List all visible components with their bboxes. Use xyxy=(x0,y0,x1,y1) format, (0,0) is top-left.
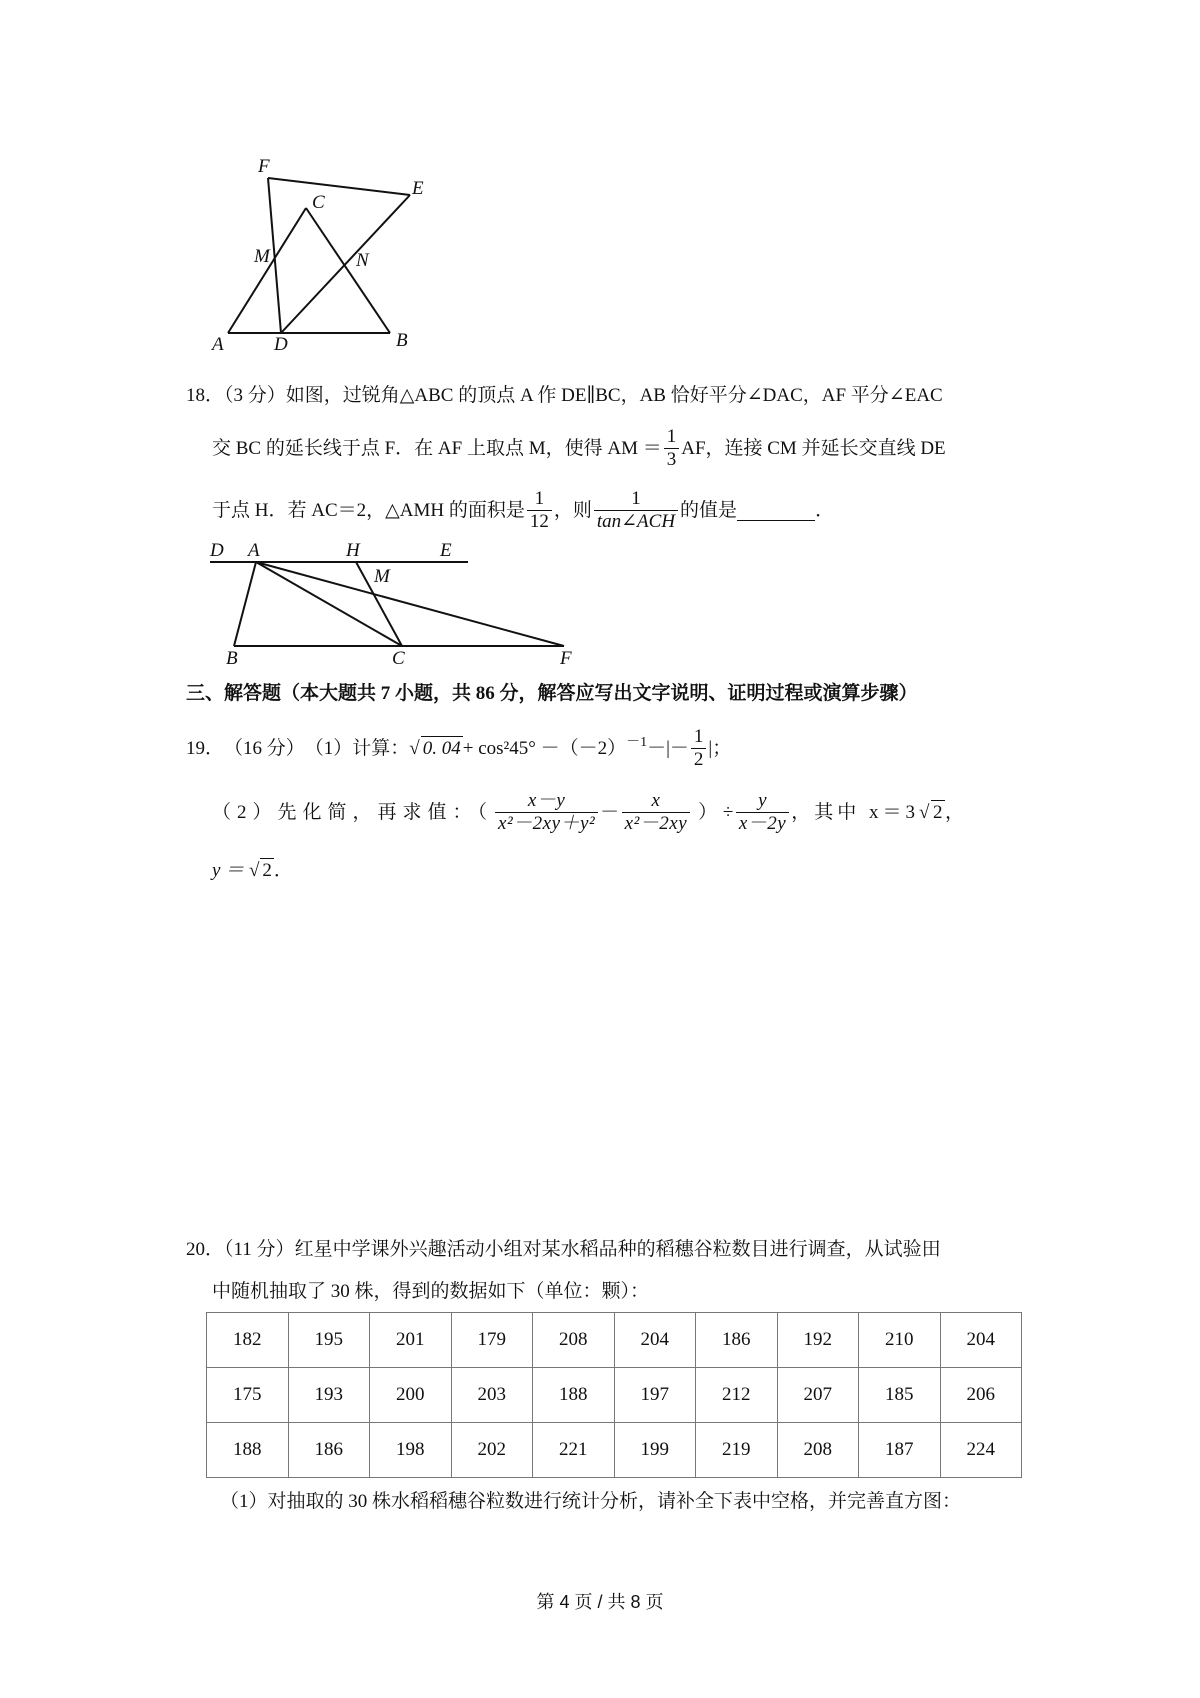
q19-fraction-3-den: x－2y xyxy=(736,812,789,835)
q18-fraction-tan xyxy=(594,488,678,533)
q19-fraction-half xyxy=(691,726,707,771)
q18-line3 xyxy=(212,488,834,533)
label-N: N xyxy=(356,250,369,271)
table-cell: 207 xyxy=(777,1368,859,1423)
q18-fraction-area-den: 12 xyxy=(527,510,552,533)
fig18-label-M: M xyxy=(374,566,390,587)
q19-part1-abs: －|－ xyxy=(647,737,689,759)
label-F: F xyxy=(258,156,270,177)
fig18-label-B: B xyxy=(226,648,238,666)
q20-text-1: 红星中学课外兴趣活动小组对某水稻品种的稻穗谷粒数目进行调查，从试验田 xyxy=(294,1239,941,1260)
q18-fraction-area-num: 1 xyxy=(534,488,545,509)
q19-part1 xyxy=(186,726,731,771)
label-B: B xyxy=(396,330,408,351)
label-M: M xyxy=(254,246,270,267)
q18-fraction-tan-den: tan∠ACH xyxy=(594,510,678,533)
q19-sqrt2-a: 2 xyxy=(932,802,943,823)
fig18-label-E: E xyxy=(440,540,452,561)
fig18-label-H: H xyxy=(346,540,360,561)
section-3-heading: 三、解答题（本大题共 7 小题，共 86 分，解答应写出文字说明、证明过程或演算步骤） xyxy=(186,683,918,704)
q19-sqrt-value: 0. 04 xyxy=(422,738,461,759)
q19-sqrt2-b: 2 xyxy=(262,860,272,881)
rice-grain-data-table xyxy=(206,1312,1022,1478)
q19-where: ，其中 x＝3 xyxy=(791,801,919,823)
table-cell: 187 xyxy=(859,1423,941,1478)
q18-text-3-end: ． xyxy=(815,499,835,521)
table-cell: 208 xyxy=(533,1313,615,1368)
table-cell: 175 xyxy=(207,1368,289,1423)
table-cell: 197 xyxy=(614,1368,696,1423)
table-cell: 198 xyxy=(370,1423,452,1478)
answer-blank xyxy=(737,500,815,521)
table-cell: 188 xyxy=(533,1368,615,1423)
q19-fraction-2 xyxy=(622,790,691,835)
fig18-label-C: C xyxy=(392,648,405,666)
q18-text-3c: 的值是 xyxy=(680,499,738,521)
table-cell: 201 xyxy=(370,1313,452,1368)
table-cell: 195 xyxy=(288,1313,370,1368)
q19-period: ． xyxy=(273,860,293,881)
fig18-label-A: A xyxy=(248,540,260,561)
q19-fraction-half-den: 2 xyxy=(691,748,707,771)
q18-number: 18． xyxy=(186,385,225,406)
table-row xyxy=(207,1423,1022,1478)
q18-text-3b: ，则 xyxy=(553,499,592,521)
q19-number: 19． xyxy=(186,737,225,759)
label-D: D xyxy=(274,334,288,355)
q20-score: （11 分） xyxy=(224,1239,295,1260)
sqrt-sign: √ xyxy=(919,801,930,823)
q19-fraction-3 xyxy=(736,790,789,835)
table-cell: 224 xyxy=(940,1423,1022,1478)
table-cell: 212 xyxy=(696,1368,778,1423)
q19-fraction-2-den: x²－2xy xyxy=(622,812,691,835)
q19-exponent: －1 xyxy=(626,734,648,750)
q18-text-3a: 于点 H．若 AC＝2，△AMH 的面积是 xyxy=(212,499,525,521)
fig18-label-F: F xyxy=(560,648,572,666)
q19-fraction-1-num: x－y xyxy=(527,790,566,811)
table-cell: 186 xyxy=(696,1313,778,1368)
page-footer: 第 4 页 / 共 8 页 xyxy=(536,1592,664,1612)
q18-fraction-area xyxy=(527,488,552,533)
q19-part1-mid: + cos²45° －（－2） xyxy=(462,737,627,759)
q19-comma: ， xyxy=(944,801,965,823)
q20-line2: 中随机抽取了 30 株，得到的数据如下（单位：颗）： xyxy=(212,1281,650,1302)
table-cell: 200 xyxy=(370,1368,452,1423)
table-cell: 182 xyxy=(207,1313,289,1368)
fig18-label-D: D xyxy=(210,540,224,561)
q19-fraction-1-den: x²－2xy＋y² xyxy=(495,812,598,835)
q18-line1 xyxy=(186,384,943,408)
q19-divide: ） ÷ xyxy=(698,801,734,823)
label-A: A xyxy=(212,334,224,355)
table-row xyxy=(207,1313,1022,1368)
table-row xyxy=(207,1368,1022,1423)
q20-part1: （1）对抽取的 30 株水稻稻穗谷粒数进行统计分析，请补全下表中空格，并完善直方图： xyxy=(220,1491,962,1512)
sqrt-sign: √ xyxy=(248,860,260,881)
q20-number: 20． xyxy=(186,1239,225,1260)
q19-fraction-half-num: 1 xyxy=(693,726,704,747)
table-cell: 186 xyxy=(288,1423,370,1478)
q18-fraction-am xyxy=(664,426,680,471)
q19-fraction-3-num: y xyxy=(758,790,768,811)
table-cell: 204 xyxy=(614,1313,696,1368)
table-cell: 204 xyxy=(940,1313,1022,1368)
table-cell: 219 xyxy=(696,1423,778,1478)
q19-part2 xyxy=(212,790,964,835)
q19-part2-cont xyxy=(212,858,293,883)
q18-text-2b: AF，连接 CM 并延长交直线 DE xyxy=(681,437,946,459)
table-cell: 193 xyxy=(288,1368,370,1423)
sqrt-sign: √ xyxy=(409,737,420,759)
table-cell: 210 xyxy=(859,1313,941,1368)
figure-17-diagram xyxy=(200,150,440,360)
q18-line2 xyxy=(212,426,946,471)
table-cell: 221 xyxy=(533,1423,615,1478)
table-cell: 202 xyxy=(451,1423,533,1478)
q19-fraction-2-num: x xyxy=(651,790,661,811)
q19-y-eq: y ＝ xyxy=(212,860,245,881)
q19-score: （16 分） xyxy=(224,737,305,759)
q18-text-2a: 交 BC 的延长线于点 F．在 AF 上取点 M，使得 AM ＝ xyxy=(212,437,662,459)
table-cell: 185 xyxy=(859,1368,941,1423)
q18-fraction-am-num: 1 xyxy=(666,426,677,447)
table-cell: 192 xyxy=(777,1313,859,1368)
table-cell: 203 xyxy=(451,1368,533,1423)
table-cell: 208 xyxy=(777,1423,859,1478)
q20-line1 xyxy=(186,1238,941,1262)
figure-18-diagram xyxy=(204,536,584,666)
table-cell: 199 xyxy=(614,1423,696,1478)
q18-fraction-am-den: 3 xyxy=(664,448,680,471)
table-cell: 179 xyxy=(451,1313,533,1368)
q19-minus: － xyxy=(600,801,620,823)
q19-part1-end: |； xyxy=(708,737,732,759)
label-C: C xyxy=(312,192,325,213)
q18-fraction-tan-num: 1 xyxy=(631,488,641,509)
table-cell: 206 xyxy=(940,1368,1022,1423)
q19-fraction-1 xyxy=(495,790,598,835)
label-E: E xyxy=(412,178,424,199)
q19-part2-label: （2）先化简，再求值：（ xyxy=(212,801,494,823)
table-cell: 188 xyxy=(207,1423,289,1478)
q19-part1-label: （1）计算： xyxy=(304,737,410,759)
q18-text-1: 如图，过锐角△ABC 的顶点 A 作 DE∥BC，AB 恰好平分∠DAC，AF 平分∠EAC xyxy=(285,385,943,406)
q18-score: （3 分） xyxy=(224,385,286,406)
